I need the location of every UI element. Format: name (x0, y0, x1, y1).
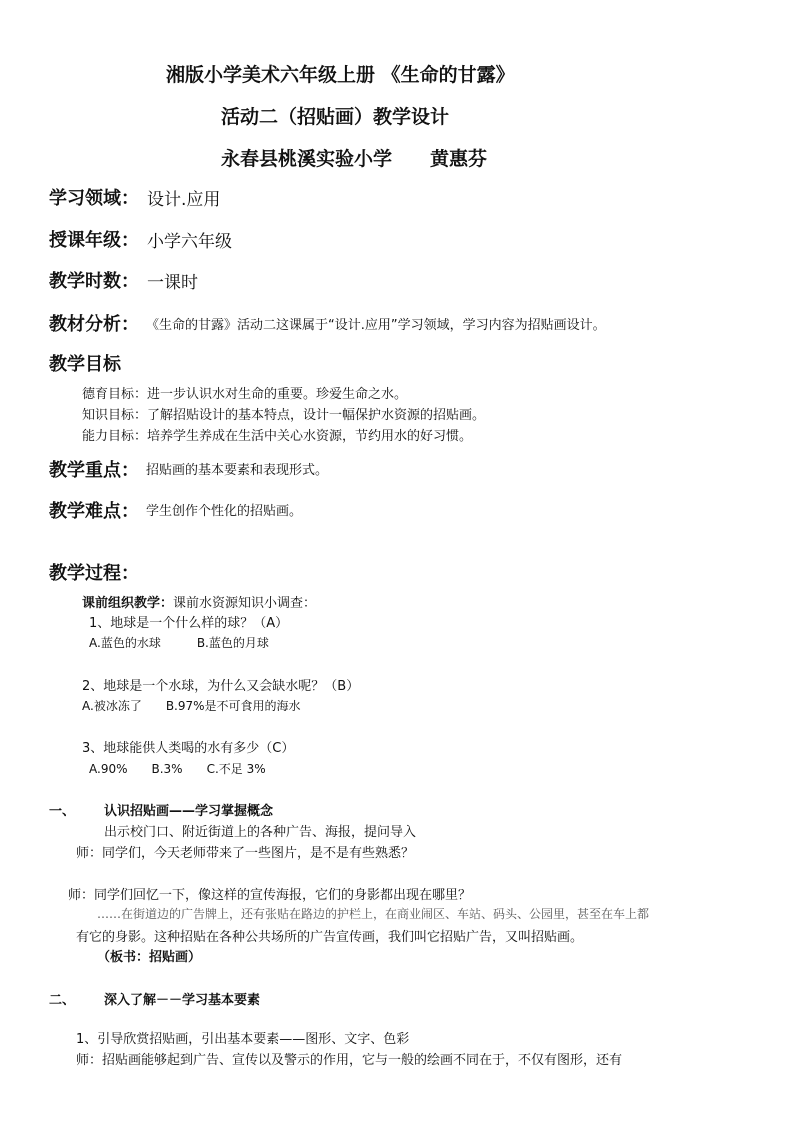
goal-item: 德育目标：进一步认识水对生命的重要。珍爱生命之水。 (82, 387, 408, 402)
paragraph-line: ……在街道边的广告牌上，还有张贴在路边的护栏上，在商业闹区、车站、码头、公园里，甚至在车上都 (97, 907, 650, 921)
question-options: A.90% B.3% C.不足 3% (89, 762, 266, 776)
section-heading: 教学目标 (49, 354, 121, 375)
field-value: 《生命的甘露》活动二这课属于“设计.应用”学习领域，学习内容为招贴画设计。 (146, 318, 606, 333)
pre-class-label: 课前组织教学： (82, 596, 174, 611)
field-label: 授课年级： (49, 230, 139, 251)
field-value: 招贴画的基本要素和表现形式。 (146, 463, 329, 478)
field-label: 教学时数： (49, 271, 139, 292)
paragraph-line: 出示校门口、附近街道上的各种广告、海报，提问导入 (104, 825, 417, 840)
pre-class-line (82, 592, 316, 611)
section-title: 认识招贴画——学习掌握概念 (104, 804, 274, 819)
field-label: 教学难点： (49, 501, 139, 522)
question-options: A.被冰冻了 B.97%是不可食用的海水 (82, 699, 301, 713)
field-label: 学习领域： (49, 188, 139, 209)
goal-item: 能力目标：培养学生养成在生活中关心水资源，节约用水的好习惯。 (82, 429, 473, 444)
paragraph-line: 师：同学们回忆一下，像这样的宣传海报，它们的身影都出现在哪里？ (68, 888, 472, 903)
question: 3、地球能供人类喝的水有多少（C） (82, 741, 295, 756)
field-label: 教学重点： (49, 460, 139, 481)
paragraph-line: 有它的身影。这种招贴在各种公共场所的广告宣传画，我们叫它招贴广告，又叫招贴画。 (76, 930, 584, 945)
field-label: 教材分析： (49, 314, 139, 335)
field-value: 学生创作个性化的招贴画。 (146, 504, 303, 519)
field-value: 小学六年级 (147, 232, 232, 252)
section-heading: 教学过程： (49, 563, 139, 584)
section-title: 深入了解－－学习基本要素 (104, 993, 261, 1008)
question: 2、地球是一个水球，为什么又会缺水呢？（B） (82, 679, 360, 694)
pre-class-value: 课前水资源知识小调查： (173, 596, 317, 611)
section-number: 二、 (49, 993, 76, 1008)
field-value: 一课时 (147, 273, 198, 293)
paragraph-line: 1、引导欣赏招贴画，引出基本要素——图形、文字、色彩 (76, 1032, 410, 1047)
doc-subtitle: 活动二（招贴画）教学设计 (221, 106, 450, 128)
doc-title: 湘版小学美术六年级上册 《生命的甘露》 (166, 64, 515, 86)
question: 1、地球是一个什么样的球？（A） (89, 616, 289, 631)
paragraph-line: 师：同学们，今天老师带来了一些图片，是不是有些熟悉？ (76, 846, 415, 861)
field-value: 设计.应用 (147, 190, 221, 210)
doc-author: 永春县桃溪实验小学 黄惠芬 (221, 148, 488, 170)
section-number: 一、 (49, 804, 76, 819)
goal-item: 知识目标：了解招贴设计的基本特点，设计一幅保护水资源的招贴画。 (82, 408, 486, 423)
paragraph-line: 师：招贴画能够起到广告、宣传以及警示的作用，它与一般的绘画不同在于，不仅有图形，还有 (76, 1053, 623, 1068)
board-note: （板书：招贴画） (97, 950, 202, 965)
question-options: A.蓝色的水球 B.蓝色的月球 (89, 636, 269, 650)
